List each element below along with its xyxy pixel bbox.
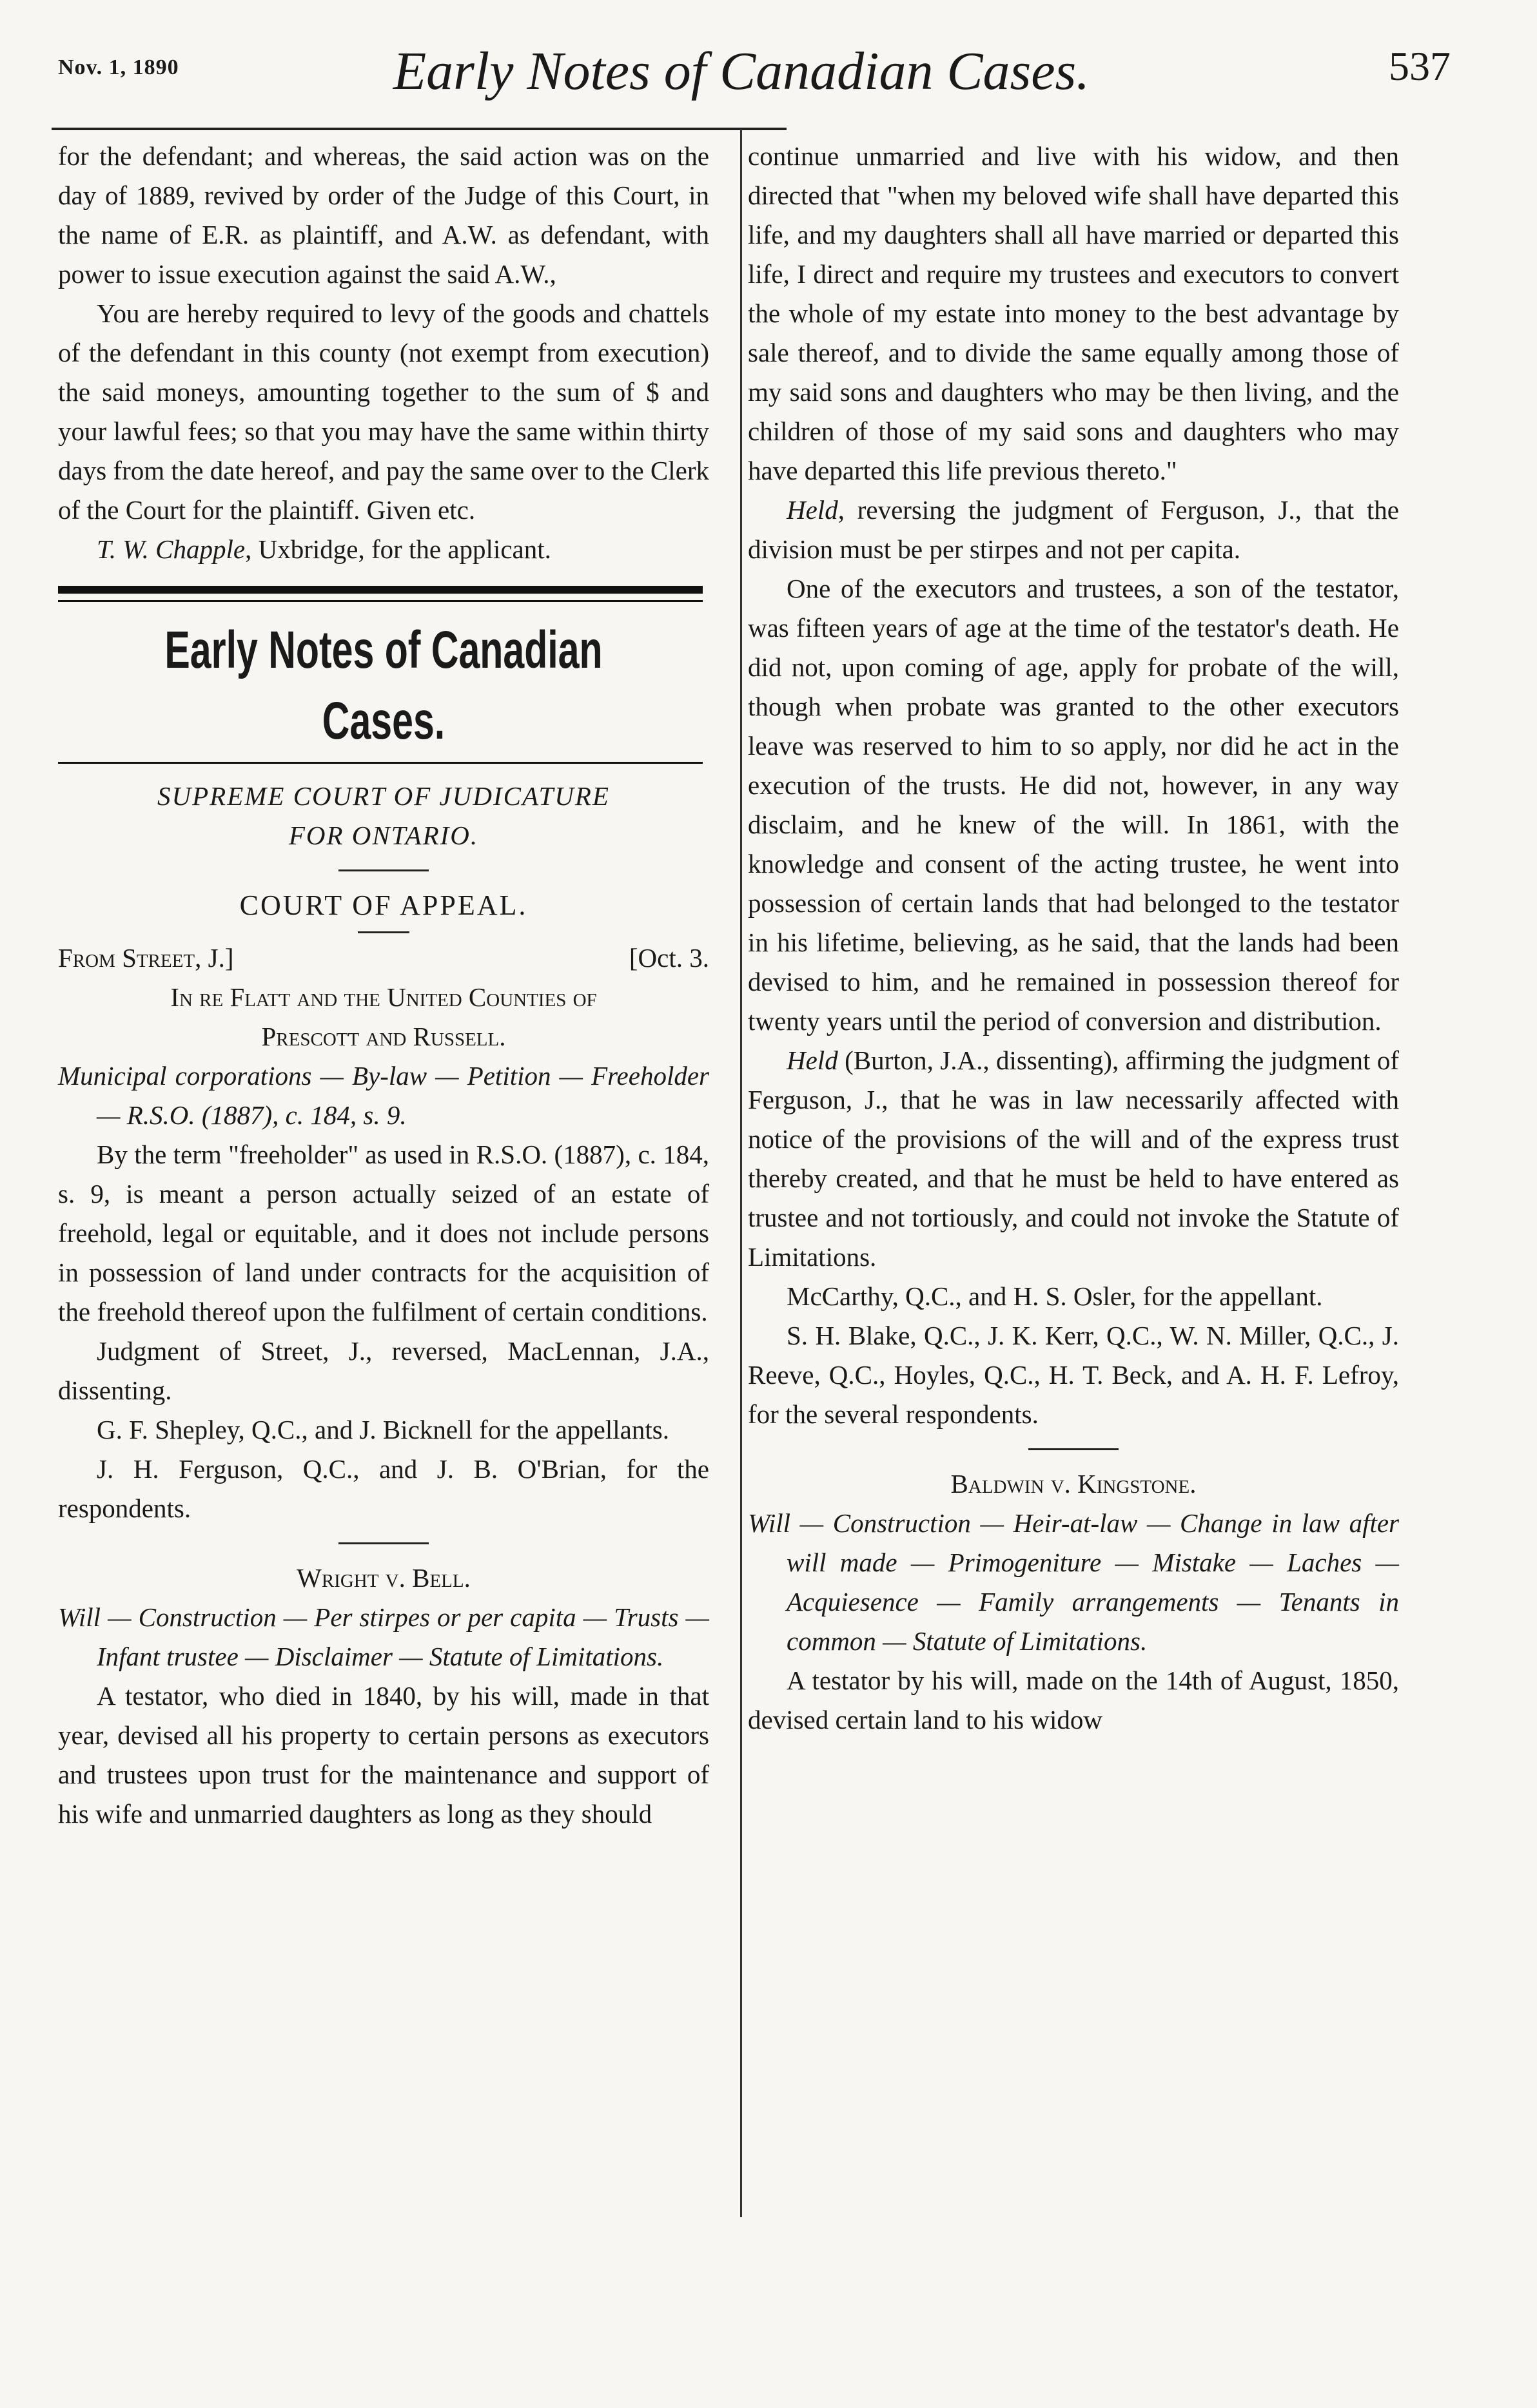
court-heading-2: FOR ONTARIO. [288,820,479,850]
case-title-1: In re Flatt and the United Counties of [170,982,597,1012]
judgment: Judgment of Street, J., reversed, MacLennan, J.A., dissenting. [58,1336,709,1405]
counsel-line: S. H. Blake, Q.C., J. K. Kerr, Q.C., W. N. Miller, Q.C., J. Reeve, Q.C., Hoyles, Q.C., H. T. Beck, and A. H. F. Lefroy, for the several respondents. [748,1321,1399,1429]
held-paragraph [748,490,1399,569]
running-title: Early Notes of Canadian Cases. [393,41,1090,101]
counsel-line: McCarthy, Q.C., and H. S. Osler, for the appellant. [787,1281,1323,1311]
case-from: From Street, J.] [58,943,234,973]
court-of-appeal-heading: COURT OF APPEAL. [239,889,528,921]
section-rule-thin [58,600,703,602]
counsel-name: T. W. Chapple [97,534,246,564]
case-title-2: Prescott and Russell. [261,1022,506,1051]
held-text: , reversing the judgment of Ferguson, J., that the division must be per stirpes and not per capita. [748,495,1399,564]
column-divider [740,129,742,2217]
held-label: Held [787,495,838,525]
right-column [748,137,1399,1740]
held-text: (Burton, J.A., dissenting), affirming the judgment of Ferguson, J., that he was in law necessarily affected with notice of the provisions of the will and of the express trust thereby created, and that he must be held to have entered as trustee and not tortiously, and could not invoke the Statute of Limitations. [748,1045,1399,1272]
held-label: Held [787,1045,838,1075]
case-date: [Oct. 3. [629,943,709,973]
section-title: Early Notes of Canadian Cases. [164,621,603,750]
held-paragraph [748,1041,1399,1277]
facts: A testator, who died in 1840, by his will, made in that year, devised all his property to certain persons as executors and trustees upon trust for the maintenance and support of his wife and unmarried daughters as long as they should [58,1681,709,1829]
case-from-row [58,938,709,978]
paragraph: One of the executors and trustees, a son of the testator, was fifteen years of age at the time of the testator's death. He did not, upon coming of age, apply for probate of the will, though when probate was granted to the other executors leave was reserved to him to so apply, nor did he act in the execution of the trusts. He did not, however, in any way disclaim, and he knew of the will. In 1861, with the knowledge and consent of the acting trustee, he went into possession of certain lands that had belonged to the testator in his lifetime, believing, as he said, that the lands had been devised to him, and he remained in possession thereof for twenty years until the period of conversion and distribution. [748,574,1399,1036]
catchwords: Will — Construction — Heir-at-law — Change in law after will made — Primogeniture — Mistake — Laches — Acquiesence — Family arrangements — Tenants in common — Statute of Limitations. [748,1508,1399,1656]
case-title: Wright v. Bell. [297,1563,471,1593]
section-rule-bottom [58,762,703,764]
divider [358,931,409,933]
holding: By the term "freeholder" as used in R.S.O. (1887), c. 184, s. 9, is meant a person actually seized of an estate of freehold, legal or equitable, and it does not include persons in possession of land under contracts for the acquisition of the freehold thereof upon the fulfilment of certain conditions. [58,1140,709,1326]
issue-date: Nov. 1, 1890 [58,55,179,79]
page-header [58,39,1451,122]
catchwords: Municipal corporations — By-law — Petition — Freeholder — R.S.O. (1887), c. 184, s. 9. [58,1061,709,1130]
facts: A testator by his will, made on the 14th of August, 1850, devised certain land to his widow [748,1665,1399,1734]
counsel-line: G. F. Shepley, Q.C., and J. Bicknell for the appellants. [97,1415,669,1444]
header-rule [52,128,787,130]
paragraph: continue unmarried and live with his widow, and then directed that "when my beloved wife shall have departed this life, and my daughters shall all have married or departed this life, I direct and require my trustees and executors to convert the whole of my estate into money to the best advantage by sale thereof, and to divide the same equally among those of my said sons and daughters who may be then living, and the children of those of my said sons and daughters who may have departed this life previous thereto." [748,141,1399,485]
paragraph: for the defendant; and whereas, the said action was on the day of 1889, revived by order of the Judge of this Court, in the name of E.R. as plaintiff, and A.W. as defendant, with power to issue execution against the said A.W., [58,141,709,289]
counsel-rest: , Uxbridge, for the applicant. [245,534,551,564]
divider [338,1542,429,1544]
court-heading-1: SUPREME COURT OF JUDICATURE [157,781,610,811]
page-number: 537 [1389,43,1451,89]
case-title: Baldwin v. Kingstone. [950,1469,1197,1499]
divider [1028,1448,1119,1450]
left-column [58,137,709,1834]
counsel-line [58,530,709,569]
counsel-line: J. H. Ferguson, Q.C., and J. B. O'Brian, for the respondents. [58,1454,709,1523]
divider [338,869,429,871]
catchwords: Will — Construction — Per stirpes or per capita — Trusts — Infant trustee — Disclaimer — Statute of Limitations. [58,1602,709,1671]
section-rule-thick [58,586,703,594]
paragraph: You are hereby required to levy of the goods and chattels of the defendant in this county (not exempt from execution) the said moneys, amounting together to the sum of $ and your lawful fees; so that you may have the same within thirty days from the date hereof, and pay the same over to the Clerk of the Court for the plaintiff. Given etc. [58,298,709,525]
